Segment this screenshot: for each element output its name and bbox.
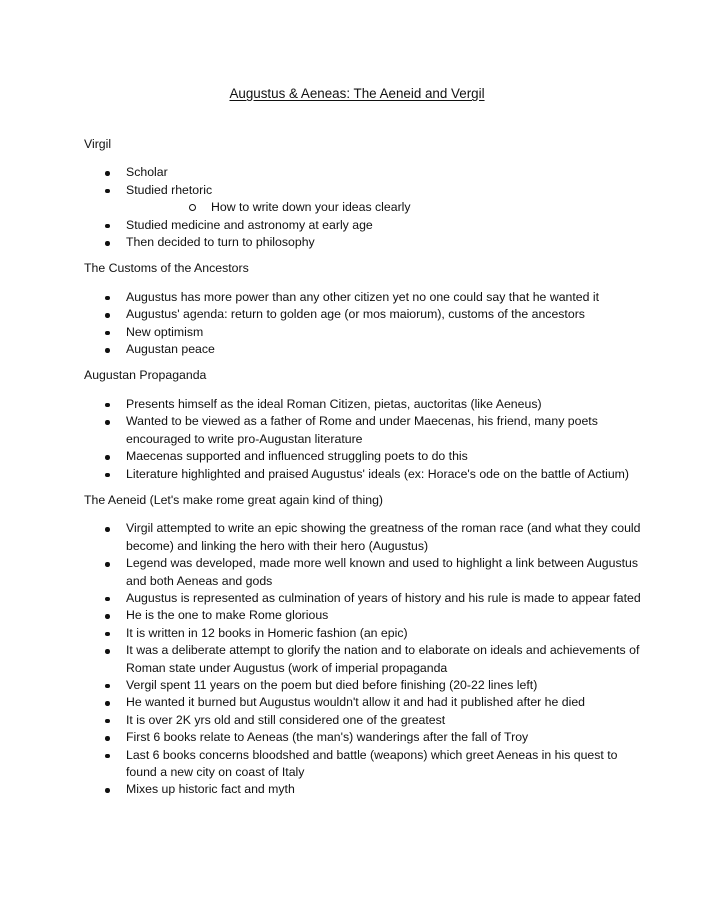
sub-list-item: How to write down your ideas clearly: [126, 199, 642, 216]
list-item-text: Augustus has more power than any other citizen yet no one could say that he wanted it: [126, 289, 600, 304]
list-item-text: Last 6 books concerns bloodshed and battle (weapons) which greet Aeneas in his quest to found a new city on coast of Italy: [126, 747, 618, 779]
list-item-text: Mixes up historic fact and myth: [126, 782, 295, 797]
bullet-list: [84, 396, 642, 483]
list-item: [84, 234, 642, 251]
list-item: [84, 466, 642, 483]
list-item: [84, 747, 642, 782]
list-item-text: It is written in 12 books in Homeric fashion (an epic): [126, 625, 408, 640]
list-item: [84, 590, 642, 607]
list-item-text: Studied rhetoric: [126, 182, 213, 197]
list-item: [84, 413, 642, 448]
list-item: [84, 729, 642, 746]
list-item-text: Virgil attempted to write an epic showing the greatness of the roman race (and what they could become) and linking the hero with their hero (Augustus): [126, 521, 641, 553]
list-item: [84, 712, 642, 729]
list-item-text: Legend was developed, made more well known and used to highlight a link between Augustus and both Aeneas and gods: [126, 556, 639, 588]
list-item-text: It is over 2K yrs old and still considered one of the greatest: [126, 712, 446, 727]
bullet-list: [84, 520, 642, 799]
list-item-text: Augustus is represented as culmination of years of history and his rule is made to appear fated: [126, 590, 641, 605]
list-item-text: Augustus' agenda: return to golden age (or mos maiorum), customs of the ancestors: [126, 307, 585, 322]
section-heading: The Customs of the Ancestors: [84, 261, 249, 276]
list-item: [84, 396, 642, 413]
bullet-list: [84, 289, 642, 359]
list-item-text: Vergil spent 11 years on the poem but died before finishing (20-22 lines left): [126, 677, 538, 692]
list-item: [84, 448, 642, 465]
list-item: [84, 694, 642, 711]
list-item-text: Augustan peace: [126, 342, 215, 357]
list-item: [84, 520, 642, 555]
list-item-text: First 6 books relate to Aeneas (the man's) wanderings after the fall of Troy: [126, 730, 529, 745]
list-item-text: Presents himself as the ideal Roman Citizen, pietas, auctoritas (like Aeneus): [126, 396, 542, 411]
document-body: [84, 136, 642, 808]
bullet-list: [84, 164, 642, 251]
list-item-text: It was a deliberate attempt to glorify the nation and to elaborate on ideals and achievements of Roman state under Augustus (work of imperial propaganda: [126, 643, 640, 675]
list-item-text: He is the one to make Rome glorious: [126, 608, 329, 623]
list-item-text: Then decided to turn to philosophy: [126, 235, 315, 250]
list-item-text: Scholar: [126, 165, 168, 180]
list-item-text: Studied medicine and astronomy at early age: [126, 217, 373, 232]
sub-bullet-list: [126, 199, 642, 216]
list-item-text: New optimism: [126, 324, 204, 339]
list-item: [84, 289, 642, 306]
section-heading: Virgil: [84, 137, 112, 151]
list-item: [84, 625, 642, 642]
section-heading: The Aeneid (Let's make rome great again kind of thing): [84, 492, 384, 507]
list-item: [84, 555, 642, 590]
document-title: Augustus & Aeneas: The Aeneid and Vergil: [229, 86, 485, 101]
list-item: [84, 164, 642, 181]
list-item: [84, 781, 642, 798]
list-item: [84, 341, 642, 358]
list-item: [84, 642, 642, 677]
list-item: [84, 217, 642, 234]
list-item: [84, 306, 642, 323]
list-item-text: Maecenas supported and influenced struggling poets to do this: [126, 449, 468, 464]
list-item-text: He wanted it burned but Augustus wouldn't allow it and had it published after he died: [126, 695, 586, 710]
list-item: [84, 607, 642, 624]
section-heading: Augustan Propaganda: [84, 368, 207, 383]
list-item: [84, 677, 642, 694]
list-item: [84, 182, 642, 217]
list-item-text: Wanted to be viewed as a father of Rome and under Maecenas, his friend, many poets encouraged to write pro-Augustan literature: [126, 414, 598, 446]
list-item: [84, 324, 642, 341]
list-item-text: Literature highlighted and praised Augustus' ideals (ex: Horace's ode on the battle of Actium): [126, 466, 630, 481]
